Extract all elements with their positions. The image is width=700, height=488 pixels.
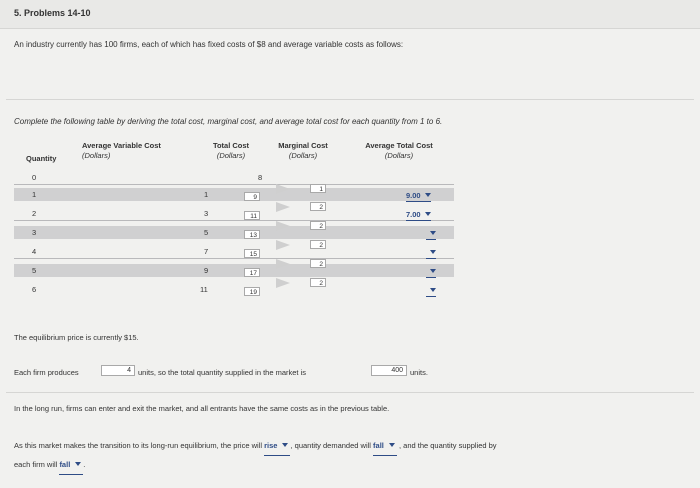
marginal-cost-input[interactable]: 2 xyxy=(310,278,326,287)
total-cost-cell: 8 xyxy=(258,173,263,182)
total-cost-input[interactable]: 11 xyxy=(244,211,260,220)
arrow-right-icon xyxy=(276,259,290,269)
problem-header xyxy=(0,0,700,29)
market-units-input[interactable]: 400 xyxy=(371,365,407,376)
price-direction-dropdown[interactable]: rise xyxy=(264,437,290,456)
chevron-down-icon xyxy=(430,269,436,273)
avc-cell: 5 xyxy=(204,228,209,237)
instruction-text: Complete the following table by deriving the total cost, marginal cost, and average total cost for each quantity from 1 to 6. xyxy=(14,117,443,126)
header-average-total-cost: Average Total Cost (Dollars) xyxy=(365,141,433,160)
section-divider xyxy=(6,392,694,393)
table-row xyxy=(14,264,454,277)
intro-text: An industry currently has 100 firms, each of which has fixed costs of $8 and average variable costs as follows: xyxy=(14,40,404,49)
table-row xyxy=(14,226,454,239)
avc-cell: 1 xyxy=(204,190,209,199)
chevron-down-icon xyxy=(282,443,288,447)
section-divider xyxy=(6,99,694,100)
table-row xyxy=(14,283,454,296)
quantity-cell: 3 xyxy=(32,228,37,237)
supply-prefix: Each firm produces xyxy=(14,368,79,377)
atc-dropdown[interactable] xyxy=(426,229,436,240)
atc-dropdown[interactable] xyxy=(426,286,436,297)
problem-title: 5. Problems 14-10 xyxy=(14,8,91,18)
chevron-down-icon xyxy=(425,212,431,216)
transition-text: , quantity demanded will xyxy=(290,441,371,450)
chevron-down-icon xyxy=(430,231,436,235)
marginal-cost-input[interactable]: 2 xyxy=(310,240,326,249)
header-quantity: Quantity xyxy=(26,154,57,163)
quantity-cell: 2 xyxy=(32,209,37,218)
chevron-down-icon xyxy=(75,462,81,466)
firm-units-input[interactable]: 4 xyxy=(101,365,135,376)
atc-dropdown[interactable] xyxy=(426,248,436,259)
arrow-right-icon xyxy=(276,221,290,231)
total-cost-input[interactable]: 9 xyxy=(244,192,260,201)
equilibrium-text: The equilibrium price is currently $15. xyxy=(14,333,139,342)
quantity-cell: 4 xyxy=(32,247,37,256)
marginal-cost-input[interactable]: 2 xyxy=(310,259,326,268)
header-avc: Average Variable Cost (Dollars) xyxy=(82,141,161,160)
chevron-down-icon xyxy=(430,250,436,254)
transition-text: As this market makes the transition to its long-run equilibrium, the price will xyxy=(14,441,263,450)
table-row xyxy=(14,207,454,221)
arrow-right-icon xyxy=(276,278,290,288)
avc-cell: 3 xyxy=(204,209,209,218)
header-marginal-cost: Marginal Cost (Dollars) xyxy=(278,141,328,160)
quantity-cell: 1 xyxy=(32,190,37,199)
quantity-supplied-dropdown[interactable]: fall xyxy=(59,456,83,475)
total-cost-input[interactable]: 13 xyxy=(244,230,260,239)
marginal-cost-input[interactable]: 2 xyxy=(310,202,326,211)
quantity-cell: 0 xyxy=(32,173,37,182)
transition-text: , and the quantity supplied by xyxy=(398,441,497,450)
transition-text: . xyxy=(83,460,86,469)
table-row xyxy=(14,245,454,259)
arrow-right-icon xyxy=(276,184,290,194)
atc-dropdown[interactable]: 7.00 xyxy=(406,210,431,221)
marginal-cost-input[interactable]: 1 xyxy=(310,184,326,193)
marginal-cost-input[interactable]: 2 xyxy=(310,221,326,230)
chevron-down-icon xyxy=(425,193,431,197)
avc-cell: 7 xyxy=(204,247,209,256)
chevron-down-icon xyxy=(430,288,436,292)
supply-middle: units, so the total quantity supplied in the market is xyxy=(138,368,307,377)
header-total-cost: Total Cost (Dollars) xyxy=(212,141,250,160)
quantity-cell: 6 xyxy=(32,285,37,294)
total-cost-input[interactable]: 19 xyxy=(244,287,260,296)
arrow-right-icon xyxy=(276,202,290,212)
supply-suffix: units. xyxy=(410,368,428,377)
arrow-right-icon xyxy=(276,240,290,250)
long-run-text: In the long run, firms can enter and exit the market, and all entrants have the same costs as in the previous table. xyxy=(14,404,390,413)
quantity-cell: 5 xyxy=(32,266,37,275)
avc-cell: 11 xyxy=(200,285,208,294)
quantity-demanded-dropdown[interactable]: fall xyxy=(373,437,397,456)
transition-text: each firm will xyxy=(14,460,58,469)
total-cost-input[interactable]: 15 xyxy=(244,249,260,258)
transition-paragraph xyxy=(14,437,690,475)
table-row xyxy=(14,171,454,185)
atc-dropdown[interactable]: 9.00 xyxy=(406,191,431,202)
chevron-down-icon xyxy=(389,443,395,447)
total-cost-input[interactable]: 17 xyxy=(244,268,260,277)
table-row xyxy=(14,188,454,201)
avc-cell: 9 xyxy=(204,266,209,275)
atc-dropdown[interactable] xyxy=(426,267,436,278)
